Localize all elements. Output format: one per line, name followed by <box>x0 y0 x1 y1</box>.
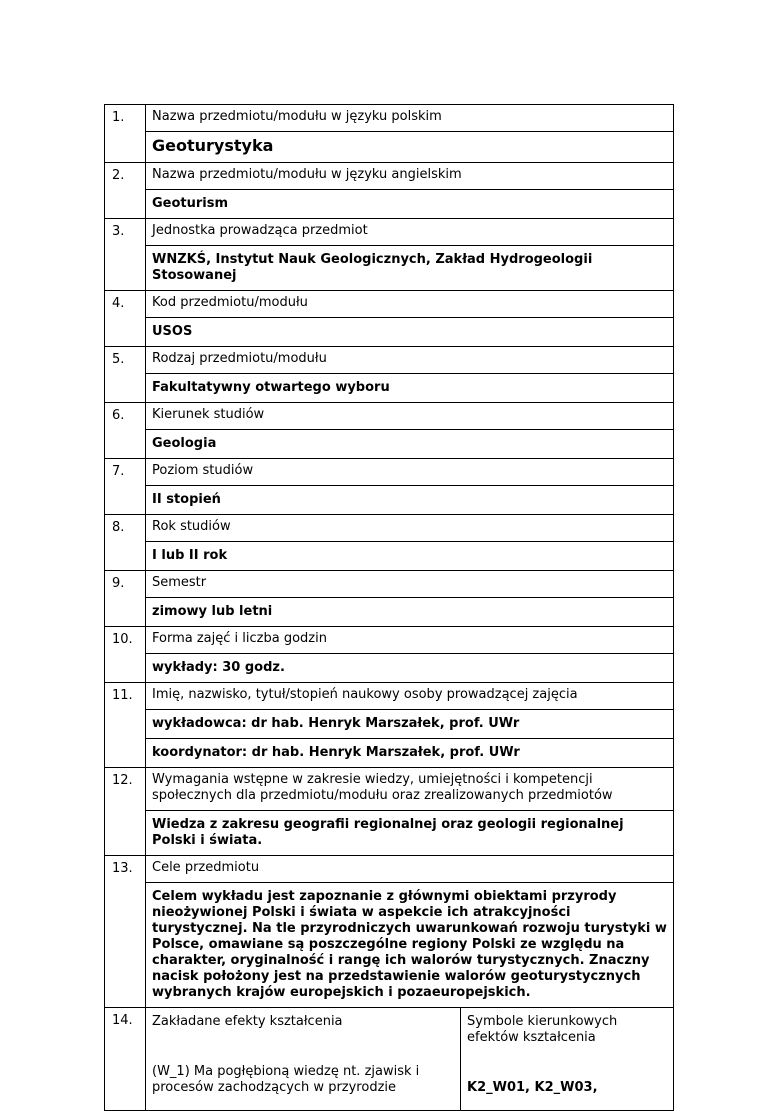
row-number: 14. <box>105 1008 146 1111</box>
row-number: 10. <box>105 627 146 683</box>
field-label: Cele przedmiotu <box>152 860 260 875</box>
field-label: Kod przedmiotu/modułu <box>152 295 308 310</box>
field-label: Imię, nazwisko, tytuł/stopień naukowy osoby prowadzącej zajęcia <box>152 687 578 702</box>
row-number: 4. <box>105 291 146 347</box>
table-row <box>105 1008 674 1111</box>
field-value: wykładowca: dr hab. Henryk Marszałek, prof. UWr <box>146 709 673 738</box>
field-label: Rodzaj przedmiotu/modułu <box>152 351 327 366</box>
effect-symbols: K2_W01, K2_W03, <box>467 1080 598 1095</box>
field-value: koordynator: dr hab. Henryk Marszałek, prof. UWr <box>146 738 673 767</box>
row-number: 13. <box>105 856 146 1008</box>
field-label: Forma zajęć i liczba godzin <box>152 631 327 646</box>
field-value: wykłady: 30 godz. <box>146 653 673 682</box>
efekty-label: Zakładane efekty kształcenia <box>146 1008 461 1058</box>
row-number: 2. <box>105 163 146 219</box>
table-row <box>105 403 674 459</box>
row-number: 5. <box>105 347 146 403</box>
effect-text: (W_1) Ma pogłębioną wiedzę nt. zjawisk i procesów zachodzących w przyrodzie <box>146 1058 461 1110</box>
field-value: Geologia <box>146 429 673 458</box>
row-number: 7. <box>105 459 146 515</box>
field-value: USOS <box>146 317 673 346</box>
field-label: Jednostka prowadząca przedmiot <box>152 223 368 238</box>
field-value: Geoturystyka <box>146 131 673 162</box>
field-label: Rok studiów <box>152 519 231 534</box>
row-number: 6. <box>105 403 146 459</box>
row-number: 3. <box>105 219 146 291</box>
field-label: Semestr <box>152 575 207 590</box>
field-value: zimowy lub letni <box>146 597 673 626</box>
table-row <box>105 683 674 768</box>
table-row <box>105 627 674 683</box>
field-label: Kierunek studiów <box>152 407 265 422</box>
row-number: 9. <box>105 571 146 627</box>
table-row <box>105 219 674 291</box>
table-row <box>105 515 674 571</box>
table-row <box>105 768 674 856</box>
symbols-label: Symbole kierunkowych efektów kształcenia <box>467 1014 618 1045</box>
field-label: Wymagania wstępne w zakresie wiedzy, umiejętności i kompetencji społecznych dla przedmiotu/modułu oraz zrealizowanych przedmiotów <box>152 772 613 803</box>
field-value: II stopień <box>146 485 673 514</box>
row-number: 12. <box>105 768 146 856</box>
efekty-subtable <box>146 1008 673 1110</box>
field-label: Nazwa przedmiotu/modułu w języku angielskim <box>152 167 462 182</box>
field-value: Celem wykładu jest zapoznanie z głównymi obiektami przyrody nieożywionej Polski i świata w aspekcie ich atrakcyjności turystycznej. Na tle przyrodniczych uwarunkowań rozwoju turystyki w Polsce, omawiane są poszczególne regiony Polski ze względu na charakter, oryginalność i rangę ich walorów turystycznych. Znaczny nacisk położony jest na przedstawienie walorów geoturystycznych wybranych krajów europejskich i pozaeuropejskich. <box>146 882 673 1007</box>
table-row <box>105 105 674 163</box>
row-number: 11. <box>105 683 146 768</box>
table-row <box>105 347 674 403</box>
field-label: Nazwa przedmiotu/modułu w języku polskim <box>152 109 442 124</box>
field-value: Fakultatywny otwartego wyboru <box>146 373 673 402</box>
field-label: Poziom studiów <box>152 463 254 478</box>
table-row <box>105 459 674 515</box>
field-value: I lub II rok <box>146 541 673 570</box>
field-value: Geoturism <box>146 189 673 218</box>
table-row <box>105 163 674 219</box>
table-row <box>105 571 674 627</box>
course-form-table <box>104 104 674 1111</box>
field-value: Wiedza z zakresu geografii regionalnej oraz geologii regionalnej Polski i świata. <box>146 810 673 855</box>
row-number: 1. <box>105 105 146 163</box>
row-number: 8. <box>105 515 146 571</box>
field-value: WNZKŚ, Instytut Nauk Geologicznych, Zakład Hydrogeologii Stosowanej <box>146 245 673 290</box>
table-row <box>105 291 674 347</box>
table-row <box>105 856 674 1008</box>
